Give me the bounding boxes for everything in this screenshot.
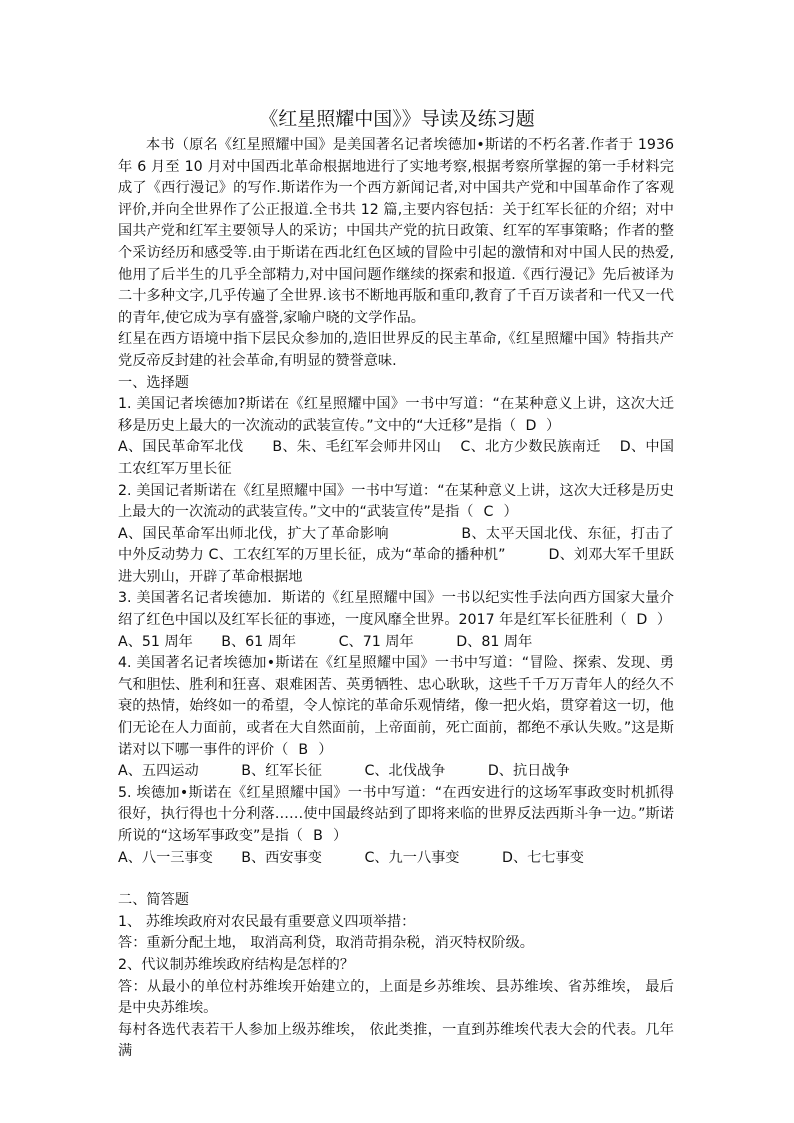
- question-stem-text: 1. 美国记者埃德加?斯诺在《红星照耀中国》一书中写道：“在某种意义上讲，这次大迁移是历史上最大的一次流动的武装宣传。”文中的“大迁移”是指（: [118, 396, 674, 434]
- section1-heading: 一、选择题: [118, 374, 189, 391]
- short-answer-line: 答：从最小的单位村苏维埃开始建立的，上面是乡苏维埃、县苏维埃、省苏维埃， 最后是中央苏维埃。: [118, 978, 674, 1017]
- question-4: [118, 653, 674, 783]
- question-options: A、51 周年 B、61 周年 C、71 周年 D、81 周年: [118, 633, 533, 650]
- question-answer: B: [298, 741, 309, 758]
- question-5: [118, 783, 674, 869]
- question-2: [118, 481, 674, 589]
- question-stem-text: 3. 美国著名记者埃德加．斯诺的《红星照耀中国》一书以纪实性手法向西方国家大量介绍了红色中国以及红军长征的事迹，一度风靡全世界。2017 年是红军长征胜利（: [118, 590, 674, 629]
- question-answer: C: [483, 504, 494, 521]
- short-answer-line: 每村各选代表若干人参加上级苏维埃， 依此类推，一直到苏维埃代表大会的代表。几年满: [118, 1021, 674, 1060]
- question-close: ）: [546, 417, 561, 434]
- question-options: A、八一三事变 B、西安事变 C、九一八事变 D、七七事变: [118, 849, 584, 866]
- question-answer: D: [636, 612, 648, 629]
- question-1: [118, 394, 674, 480]
- intro-paragraph-2: 红星在西方语境中指下层民众参加的,造旧世界反的民主革命,《红星照耀中国》特指共产党反帝反封建的社会革命,有明显的赞誉意味.: [118, 331, 674, 369]
- short-answer-line: 1、 苏维埃政府对农民最有重要意义四项举措：: [118, 913, 416, 930]
- question-stem: [118, 588, 674, 631]
- intro-paragraph-1: 本书（原名《红星照耀中国》是美国著名记者埃德加•斯诺的不朽名著.作者于 1936 年 6 月至 10 月对中国西北革命根据地进行了实地考察,根据考察所掌握的第一手材料完成了《西行漫记》的写作.斯诺作为一个西方新闻记者,对中国共产党和中国革命作了客观评价,并向全世界作了公正报道.全书共 12 篇,主要内容包括：关于红军长征的介绍；对中国共产党和红军主要领导人的采访；中国共产党的抗日政策、红军的军事策略；作者的整个采访经历和感受等.由于斯诺在西北红色区域的冒险中引起的激情和对中国人民的热爱,他用了后半生的几乎全部精力,对中国问题作继续的探索和报道.《西行漫记》先后被译为二十多种文字,几乎传遍了全世界.该书不断地再版和重印,教育了千百万读者和一代又一代的青年,使它成为享有盛誉,家喻户晓的文学作品。: [118, 137, 674, 326]
- question-stem: [118, 653, 674, 761]
- question-options: A、国民革命军出师北伐，扩大了革命影响 B、太平天国北伐、东征，打击了中外反动势力 C、工农红军的万里长征，成为“革命的播种机” D、刘邓大军千里跃进大别山，开辟了革命根据地: [118, 525, 674, 585]
- question-stem-text: 4. 美国著名记者埃德加•斯诺在《红星照耀中国》一书中写道：“冒险、探索、发现、勇气和胆怯、胜利和狂喜、艰难困苦、英勇牺牲、忠心耿耿，这些千千万万青年人的经久不衰的热情，始终如一的希望，令人惊诧的革命乐观情绪，像一把火焰，贯穿着这一切，他们无论在人力面前，或者在大自然面前，上帝面前，死亡面前，都绝不承认失败。”这是斯诺对以下哪一事件的评价（: [118, 655, 674, 758]
- question-3: [118, 588, 674, 653]
- question-stem: [118, 783, 674, 848]
- document-title: 《红星照耀中国》》导读及练习题: [259, 108, 535, 130]
- short-answer-line: 2、代议制苏维埃政府结构是怎样的？: [118, 956, 355, 973]
- question-options: A、五四运动 B、红军长征 C、北伐战争 D、抗日战争: [118, 763, 570, 780]
- question-stem: [118, 481, 674, 524]
- question-close: ）: [318, 741, 333, 758]
- question-close: ）: [503, 504, 518, 521]
- question-stem-text: 5. 埃德加•斯诺在《红星照耀中国》一书中写道：“在西安进行的这场军事政变时机抓得很好，执行得也十分利落……使中国最终站到了即将来临的世界反法西斯斗争一边。”斯诺所说的“这场军事政变”是指（: [118, 784, 674, 844]
- section2-heading: 二、简答题: [118, 892, 189, 909]
- question-answer: B: [313, 828, 323, 844]
- question-answer: D: [525, 417, 537, 434]
- question-close: ）: [656, 612, 672, 629]
- section-spacer: [118, 869, 674, 890]
- question-options: A、国民革命军北伐 B、朱、毛红军会师井冈山 C、北方少数民族南迁 D、中国工农红军万里长征: [118, 439, 674, 477]
- question-close: ）: [332, 828, 348, 844]
- document-body: [118, 135, 674, 1063]
- question-stem-text: 2. 美国记者斯诺在《红星照耀中国》一书中写道：“在某种意义上讲，这次大迁移是历史上最大的一次流动的武装宣传。”文中的“武装宣传”是指（: [118, 482, 674, 521]
- short-answer-line: 答：重新分配土地， 取消高利贷，取消苛捐杂税，消灭特权阶级。: [118, 935, 534, 952]
- question-stem: [118, 394, 674, 437]
